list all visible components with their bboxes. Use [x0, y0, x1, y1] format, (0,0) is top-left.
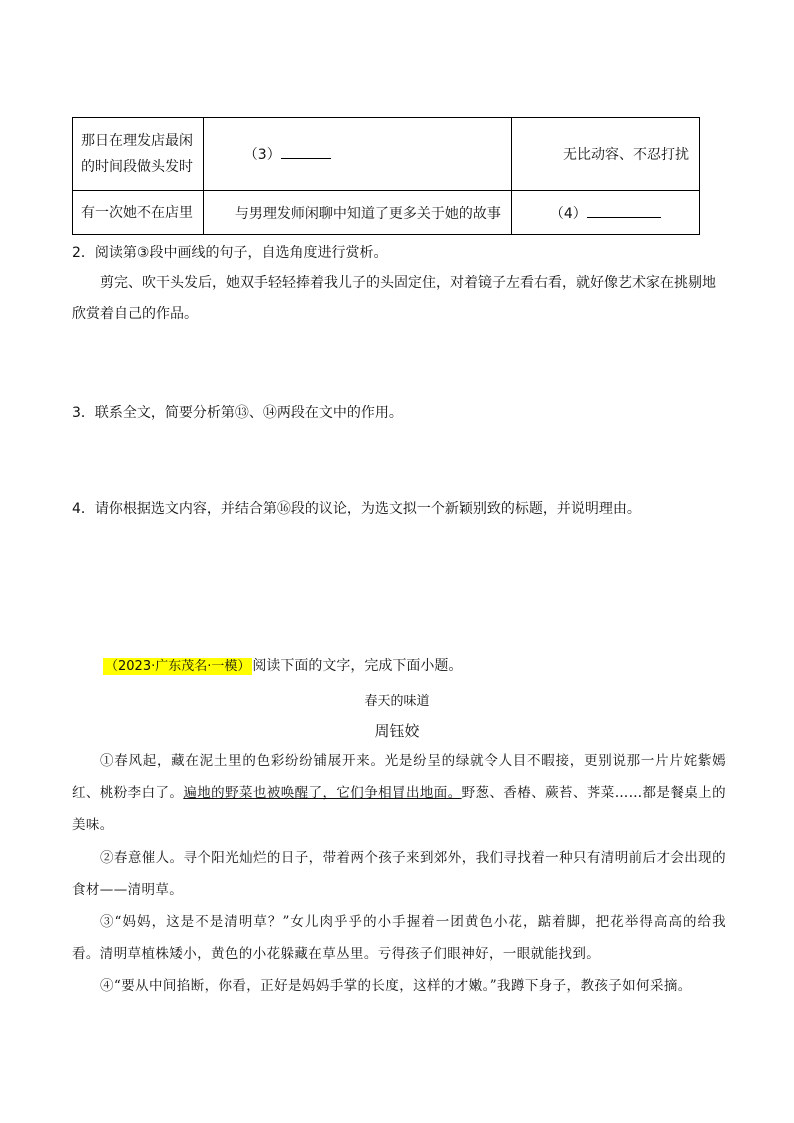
question-2-sentence: 剪完、吹干头发后，她双手轻轻捧着我儿子的头固定住，对着镜子左看右看，就好像艺术家在挑剔地欣赏着自己的作品。	[72, 275, 716, 322]
reading-instruction: 阅读下面的文字，完成下面小题。	[252, 658, 463, 674]
question-2: 2．阅读第③段中画线的句子，自选角度进行赏析。	[72, 245, 388, 261]
answer-blank	[281, 146, 331, 159]
blank-label: （4）	[549, 205, 587, 222]
article-title: 春天的味道	[364, 694, 430, 709]
source-tag: （2023·广东茂名·一模）	[105, 659, 251, 674]
table-cell-feeling: 无比动容、不忍打扰	[511, 118, 699, 191]
table-row	[73, 191, 700, 235]
table-cell-blank-3	[203, 118, 511, 191]
table-row	[73, 118, 700, 191]
article-paragraph-3: ③“妈妈，这是不是清明草？”女儿肉乎乎的小手握着一团黄色小花，踮着脚，把花举得高高的给我看。清明草植株矮小，黄色的小花躲藏在草丛里。亏得孩子们眼神好，一眼就能找到。	[72, 914, 726, 962]
table-cell-event: 有一次她不在店里	[73, 191, 204, 235]
table-cell-blank-4	[511, 191, 699, 235]
blank-label: （3）	[243, 147, 281, 163]
reading-source-line	[103, 655, 462, 675]
question-3: 3．联系全文，简要分析第⑬、⑭两段在文中的作用。	[72, 405, 403, 421]
article-paragraph-1	[72, 745, 726, 841]
question-4: 4．请你根据选文内容，并结合第⑯段的议论，为选文拟一个新颖别致的标题，并说明理由。	[72, 501, 641, 517]
comparison-table	[72, 117, 700, 235]
answer-blank	[587, 205, 661, 218]
table-cell-detail: 与男理发师闲聊中知道了更多关于她的故事	[203, 191, 511, 235]
article-paragraph-2: ②春意催人。寻个阳光灿烂的日子，带着两个孩子来到郊外，我们寻找着一种只有清明前后才会出现的食材——清明草。	[72, 850, 726, 898]
underlined-sentence: 遍地的野菜也被唤醒了，它们争相冒出地面。	[183, 785, 462, 801]
article-paragraph-4: ④“要从中间掐断，你看，正好是妈妈手掌的长度，这样的才嫩。”我蹲下身子，教孩子如何采摘。	[100, 978, 692, 994]
paragraph-text: 野葱、香椿、蕨苔、荠菜……都是餐桌上的美味。	[72, 785, 726, 833]
paragraph-text: ①春风起，藏在泥土里的色彩纷纷铺展开来。光是纷呈的绿就令人目不暇接，更别说那一片片姹紫嫣红、桃粉李白了。	[72, 753, 726, 801]
article-author: 周钰姣	[374, 722, 420, 740]
table-cell-event: 那日在理发店最闲的时间段做头发时	[73, 118, 204, 191]
